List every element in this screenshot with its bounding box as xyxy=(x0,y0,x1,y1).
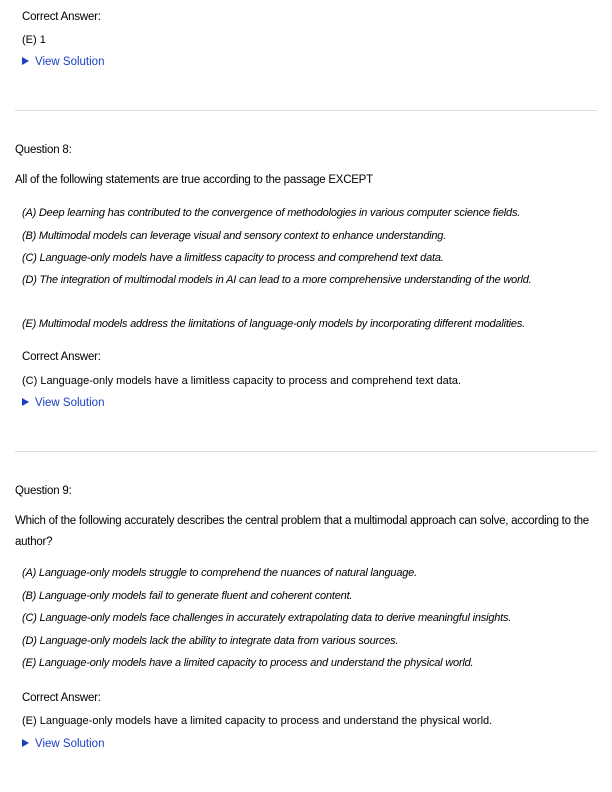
correct-answer-value: (E) 1 xyxy=(22,34,46,46)
triangle-right-icon xyxy=(22,398,29,406)
option-b: (B) Language-only models fail to generate fluent and coherent content. xyxy=(22,590,353,602)
option-c: (C) Language-only models face challenges in accurately extrapolating data to derive meaningful insights. xyxy=(22,612,512,624)
section-divider xyxy=(15,451,597,452)
correct-answer-label: Correct Answer: xyxy=(22,351,101,363)
question-prompt: All of the following statements are true according to the passage EXCEPT xyxy=(15,174,373,186)
correct-answer-value: (C) Language-only models have a limitless capacity to process and comprehend text data. xyxy=(22,375,462,387)
option-a: (A) Language-only models struggle to comprehend the nuances of natural language. xyxy=(22,567,417,579)
triangle-right-icon xyxy=(22,739,29,747)
option-d: (D) Language-only models lack the ability to integrate data from various sources. xyxy=(22,635,399,647)
option-e: (E) Multimodal models address the limitations of language-only models by incorporating different modalities. xyxy=(22,318,525,330)
question-number: Question 9: xyxy=(15,485,72,497)
view-solution-label: View Solution xyxy=(35,397,105,409)
question-prompt: Which of the following accurately describes the central problem that a multimodal approach can solve, according to the author? xyxy=(15,515,589,548)
triangle-right-icon xyxy=(22,57,29,65)
option-d: (D) The integration of multimodal models in AI can lead to a more comprehensive understanding of the world. xyxy=(22,274,532,286)
view-solution-toggle[interactable] xyxy=(22,738,104,750)
correct-answer-value: (E) Language-only models have a limited capacity to process and understand the physical world. xyxy=(22,715,493,727)
view-solution-toggle[interactable] xyxy=(22,56,104,68)
option-e: (E) Language-only models have a limited capacity to process and understand the physical world. xyxy=(22,657,474,669)
question-number: Question 8: xyxy=(15,144,72,156)
view-solution-toggle[interactable] xyxy=(22,397,104,409)
correct-answer-label: Correct Answer: xyxy=(22,692,101,704)
option-a: (A) Deep learning has contributed to the convergence of methodologies in various computer science fields. xyxy=(22,207,521,219)
correct-answer-label: Correct Answer: xyxy=(22,11,101,23)
option-b: (B) Multimodal models can leverage visual and sensory context to enhance understanding. xyxy=(22,230,447,242)
option-c: (C) Language-only models have a limitless capacity to process and comprehend text data. xyxy=(22,252,444,264)
section-divider xyxy=(15,110,597,111)
view-solution-label: View Solution xyxy=(35,56,105,68)
view-solution-label: View Solution xyxy=(35,738,105,750)
